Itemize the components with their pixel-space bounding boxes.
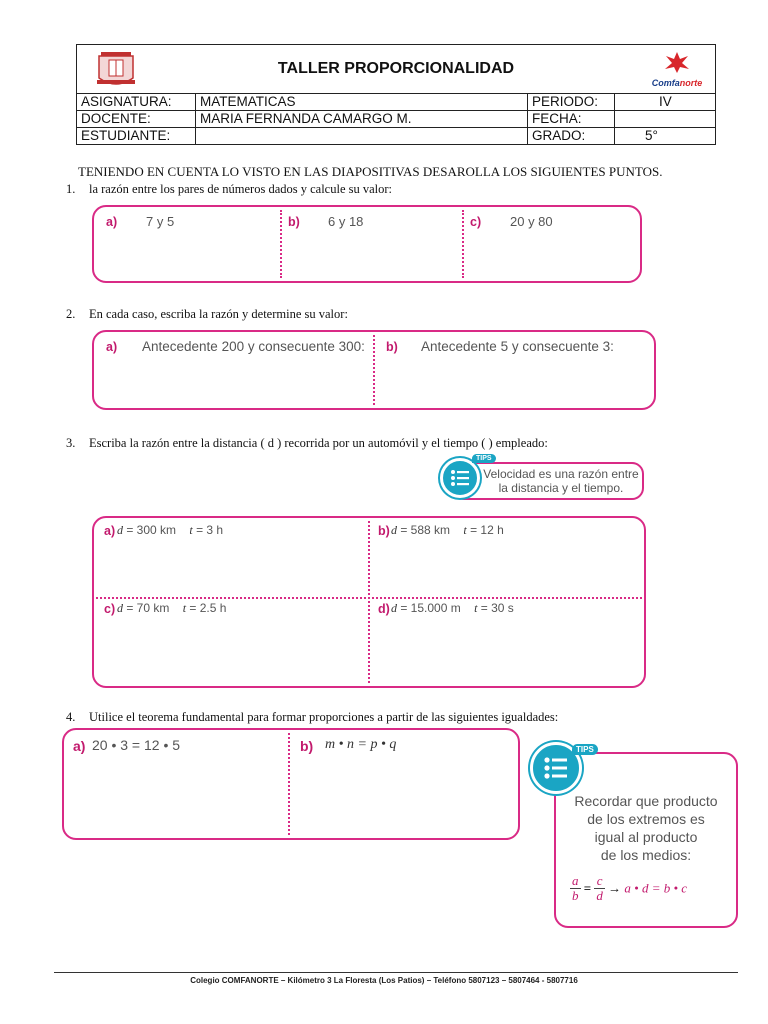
q3-number: 3. [66, 436, 76, 450]
q1-b-value: 6 y 18 [328, 214, 364, 229]
teacher-label: DOCENTE: [77, 111, 196, 128]
student-label: ESTUDIANTE: [77, 128, 196, 145]
subject-label: ASIGNATURA: [77, 94, 196, 111]
school-crest-icon [95, 50, 137, 88]
q3-b-label: b) [378, 524, 390, 538]
q3-d-value: d = 15.000 m t = 30 s [391, 601, 514, 615]
q1-b-label: b) [288, 215, 300, 229]
formula-rhs: a • d = b • c [624, 880, 688, 896]
star-logo-icon [664, 51, 690, 73]
q3-tip-line: la distancia y el tiempo. [498, 481, 624, 495]
q2-text: En cada caso, escriba la razón y determine su valor: [89, 307, 348, 321]
q3-a-label: a) [104, 524, 116, 538]
q1-c-value: 20 y 80 [510, 214, 553, 229]
q1-text: la razón entre los pares de números dados y calcule su valor: [89, 182, 393, 196]
q4-tip-text [556, 792, 736, 864]
q3-tip-text [478, 467, 644, 495]
q4-tips-tag: TIPS [572, 744, 598, 755]
q3-divider [368, 521, 370, 683]
q1-a-label: a) [106, 215, 118, 229]
q2-number: 2. [66, 307, 76, 321]
period-value: IV [615, 94, 716, 111]
title-cell [77, 45, 716, 94]
q1-c-label: c) [470, 215, 482, 229]
q1-number: 1. [66, 182, 76, 196]
subject-value: MATEMATICAS [196, 94, 528, 111]
student-value[interactable] [196, 128, 528, 145]
date-label: FECHA: [528, 111, 615, 128]
q4-a-value: 20 • 3 = 12 • 5 [92, 737, 181, 753]
footer-divider [54, 972, 738, 973]
tips-list-icon [440, 458, 480, 498]
q3-tip-line: Velocidad es una razón entre [483, 467, 639, 481]
q4-number: 4. [66, 710, 76, 724]
brand-logo-text: Comfanorte [651, 78, 703, 88]
q3-tips-tag: TIPS [472, 454, 496, 463]
q4-divider [288, 733, 290, 835]
intro-text: TENIENDO EN CUENTA LO VISTO EN LAS DIAPOSITIVAS DESAROLLA LOS SIGUIENTES PUNTOS. [78, 164, 663, 179]
q3-c-label: c) [104, 602, 116, 616]
q2-a-value: Antecedente 200 y consecuente 300: [142, 339, 365, 354]
q1-divider [280, 210, 282, 278]
comfanorte-logo [647, 51, 707, 87]
grade-label: GRADO: [528, 128, 615, 145]
q3-divider [96, 597, 642, 599]
q2-a-label: a) [106, 340, 118, 354]
q3-b-value: d = 588 km t = 12 h [391, 523, 504, 537]
q4-formula: $\frac{a}{b}$ = $\frac{c}{d}$ → a • d = b • c [572, 873, 688, 903]
q4-text: Utilice el teorema fundamental para formar proporciones a partir de las siguientes igualdades: [89, 710, 559, 724]
q3-c-value: d = 70 km t = 2.5 h [117, 601, 227, 615]
q3-d-label: d) [378, 602, 390, 616]
q4-tip-line: de los extremos es [587, 811, 705, 827]
formula-fraction: $\frac{c}{d}$ [596, 873, 603, 903]
q2-b-label: b) [386, 340, 398, 354]
q1-answer-box[interactable] [92, 205, 642, 283]
q2-divider [373, 335, 375, 405]
teacher-value: MARIA FERNANDA CAMARGO M. [196, 111, 528, 128]
date-value[interactable] [615, 111, 716, 128]
arrow-icon: → [608, 880, 622, 896]
q3-text: Escriba la razón entre la distancia ( d ) recorrida por un automóvil y el tiempo ( ) empleado: [89, 436, 548, 450]
q4-tip-line: de los medios: [600, 847, 692, 863]
footer-text: Colegio COMFANORTE – Kilómetro 3 La Floresta (Los Patios) – Teléfono 5807123 – 5807464 - 5807716 [190, 976, 578, 985]
q4-b-value: m • n = p • q [325, 737, 397, 752]
q4-tip-line: Recordar que producto [574, 793, 718, 809]
q4-b-label: b) [300, 738, 314, 754]
grade-value: 5° [615, 128, 716, 145]
header-table [76, 44, 716, 145]
q3-a-value: d = 300 km t = 3 h [117, 523, 224, 537]
q4-a-label: a) [73, 738, 86, 754]
q1-divider [462, 210, 464, 278]
period-label: PERIODO: [528, 94, 615, 111]
q4-tip-line: igual al producto [594, 829, 698, 845]
formula-fraction: $\frac{a}{b}$ [572, 873, 579, 903]
page-title: TALLER PROPORCIONALIDAD [277, 60, 515, 77]
q1-a-value: 7 y 5 [146, 214, 175, 229]
q2-b-value: Antecedente 5 y consecuente 3: [421, 339, 614, 354]
